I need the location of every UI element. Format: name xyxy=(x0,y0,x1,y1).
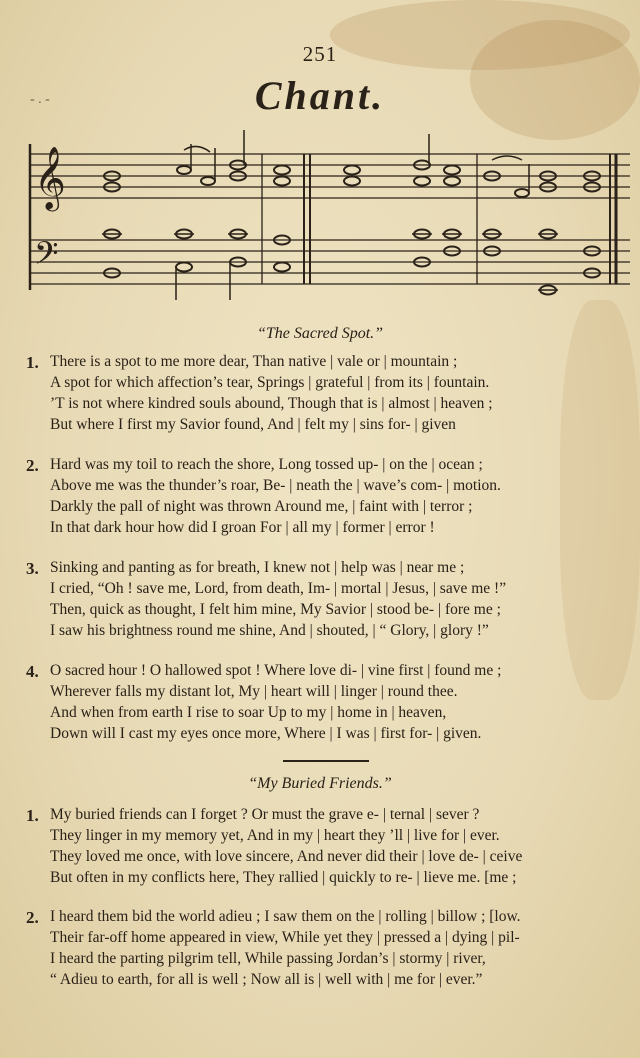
paper-stain xyxy=(560,300,640,700)
svg-text:𝄞: 𝄞 xyxy=(34,146,66,209)
section-divider xyxy=(283,760,369,762)
stanza-line: Above me was the thunder’s roar, Be- | neath the | wave’s com- | motion. xyxy=(50,477,501,494)
song-title: “The Sacred Spot.” xyxy=(256,325,384,342)
stanza-line: They linger in my memory yet, And in my | heart they ’ll | live for | ever. xyxy=(50,827,500,844)
music-score xyxy=(22,130,638,300)
stanza-line: Sinking and panting as for breath, I knew not | help was | near me ; xyxy=(50,559,465,576)
stanza-line: Wherever falls my distant lot, My | heart will | linger | round thee. xyxy=(50,683,458,700)
page-title: Chant. xyxy=(254,73,386,118)
stanza-line: And when from earth I rise to soar Up to my | home in | heaven, xyxy=(50,704,447,721)
stanza-line: I heard them bid the world adieu ; I saw them on the | rolling | billow ; [low. xyxy=(50,908,521,925)
page-number: 251 xyxy=(302,42,338,66)
stanza-number: 3. xyxy=(26,559,39,578)
song-title: “My Buried Friends.” xyxy=(248,775,392,792)
stanza-line: Hard was my toil to reach the shore, Long tossed up- | on the | ocean ; xyxy=(50,456,483,473)
stanza-number: 2. xyxy=(26,456,39,475)
stanza-number: 2. xyxy=(26,908,39,927)
stanza-line: There is a spot to me more dear, Than native | vale or | mountain ; xyxy=(50,353,458,370)
stanza-line: In that dark hour how did I groan For | all my | former | error ! xyxy=(50,519,435,536)
svg-text:𝄢: 𝄢 xyxy=(34,235,59,279)
stanza-number: 4. xyxy=(26,662,39,681)
stanza-line: I heard the parting pilgrim tell, While passing Jordan’s | stormy | river, xyxy=(50,950,486,967)
stanza-line: My buried friends can I forget ? Or must the grave e- | ternal | sever ? xyxy=(50,806,480,823)
stanza-line: Darkly the pall of night was thrown Around me, | faint with | terror ; xyxy=(50,498,473,515)
stanza-line: Their far-off home appeared in view, While yet they | pressed a | dying | pil- xyxy=(50,929,520,946)
stanza-line: I cried, “Oh ! save me, Lord, from death, Im- | mortal | Jesus, | save me !” xyxy=(50,580,507,597)
stanza-number: 1. xyxy=(26,353,39,372)
stanza-line: O sacred hour ! O hallowed spot ! Where love di- | vine first | found me ; xyxy=(50,662,502,679)
stanza-number: 1. xyxy=(26,806,39,825)
stanza-line: A spot for which affection’s tear, Springs | grateful | from its | fountain. xyxy=(50,374,490,391)
stanza-line: “ Adieu to earth, for all is well ; Now all is | well with | me for | ever.” xyxy=(50,971,483,988)
stanza-line: They loved me once, with love sincere, And never did their | love de- | ceive xyxy=(50,848,523,865)
stanza-line: ’T is not where kindred souls abound, Though that is | almost | heaven ; xyxy=(50,395,493,412)
stanza-line: Down will I cast my eyes once more, Where | I was | first for- | given. xyxy=(50,725,482,742)
stanza-line: I saw his brightness round me shine, And | shouted, | “ Glory, | glory !” xyxy=(50,622,489,639)
stanza-line: But where I first my Savior found, And | felt my | sins for- | given xyxy=(50,416,456,433)
corner-marks: - . - xyxy=(30,92,50,107)
stanza-line: Then, quick as thought, I felt him mine, My Savior | stood be- | fore me ; xyxy=(50,601,501,618)
stanza-line: But often in my conflicts here, They rallied | quickly to re- | lieve me. [me ; xyxy=(50,869,517,886)
